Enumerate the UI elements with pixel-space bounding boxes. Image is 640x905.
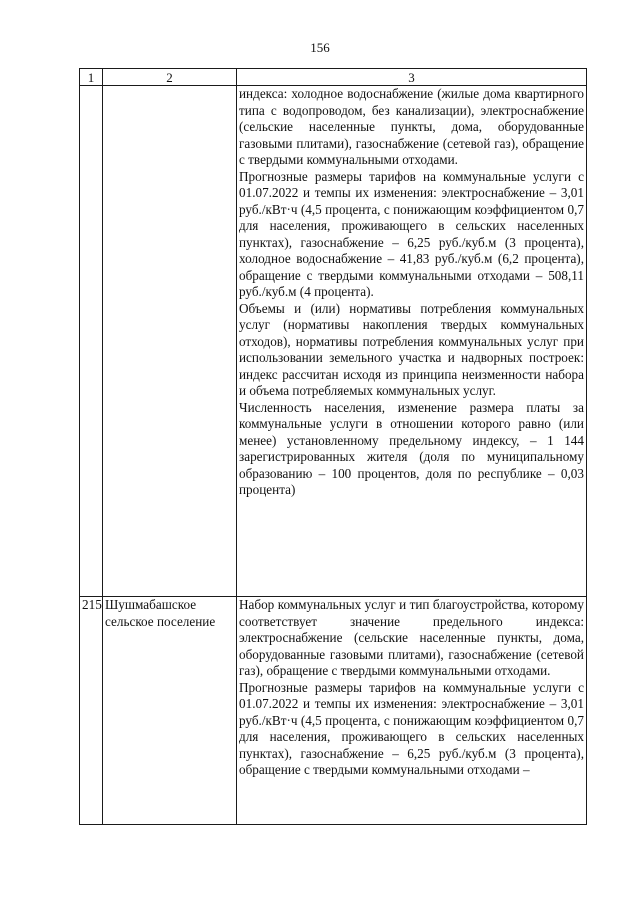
description-cell — [237, 86, 587, 597]
table-header-row — [80, 69, 587, 86]
page-number: 156 — [310, 40, 330, 55]
paragraph: Объемы и (или) нормативы потребления коммунальных услуг (нормативы накопления твердых коммунальных отходов), нормативы потребления коммунальных услуг при использовании земельного участка и надворных построек: индекс рассчитан исходя из принципа неизменности набора и объема потребляемых коммунальных услуг. — [239, 300, 584, 398]
paragraph: Прогнозные размеры тарифов на коммунальные услуги с 01.07.2022 и темпы их изменения: электроснабжение – 3,01 руб./кВт·ч (4,5 процента, с понижающим коэффициентом 0,7 для населения, проживающего в сельских населенных пунктах), газоснабжение – 6,25 руб./куб.м (3 процента), холодное водоснабжение – 41,83 руб./куб.м (6,2 процента), обращение с твердыми коммунальными отходами – 508,11 руб./куб.м (4 процента). — [239, 168, 584, 299]
column-header-1: 1 — [80, 69, 103, 86]
paragraph: Численность населения, изменение размера платы за коммунальные услуги в отношении которого равно (или менее) установленному предельному индексу, – 1 144 зарегистрированных жителя (доля по муниципальному образованию – 100 процентов, доля по республике – 0,03 процента) — [239, 399, 584, 497]
table-row — [80, 86, 587, 597]
row-number-cell: 215 — [80, 597, 103, 825]
tariff-table — [79, 68, 587, 825]
paragraph: индекса: холодное водоснабжение (жилые дома квартирного типа с водопроводом, без канализации), электроснабжение (сельские населенные пункты, дома, оборудованные газовыми плитами), газоснабжение (сетевой газ), обращение с твердыми коммунальными отходами. — [239, 86, 584, 167]
settlement-name-cell — [103, 86, 237, 597]
paragraph: Набор коммунальных услуг и тип благоустройства, которому соответствует значение предельного индекса: электроснабжение (сельские населенные пункты, дома, оборудованные газовыми плитами), газоснабжение (сетевой газ), обращение с твердыми коммунальными отходами. — [239, 597, 584, 678]
row-number-cell — [80, 86, 103, 597]
column-header-3: 3 — [237, 69, 587, 86]
settlement-name-cell: Шушмабашское сельское поселение — [103, 597, 237, 825]
description-cell — [237, 597, 587, 825]
table-row — [80, 597, 587, 825]
paragraph: Прогнозные размеры тарифов на коммунальные услуги с 01.07.2022 и темпы их изменения: электроснабжение – 3,01 руб./кВт·ч (4,5 процента, с понижающим коэффициентом 0,7 для населения, проживающего в сельских населенных пунктах), газоснабжение – 6,25 руб./куб.м (3 процента), обращение с твердыми коммунальными отходами – — [239, 679, 584, 777]
column-header-2: 2 — [103, 69, 237, 86]
